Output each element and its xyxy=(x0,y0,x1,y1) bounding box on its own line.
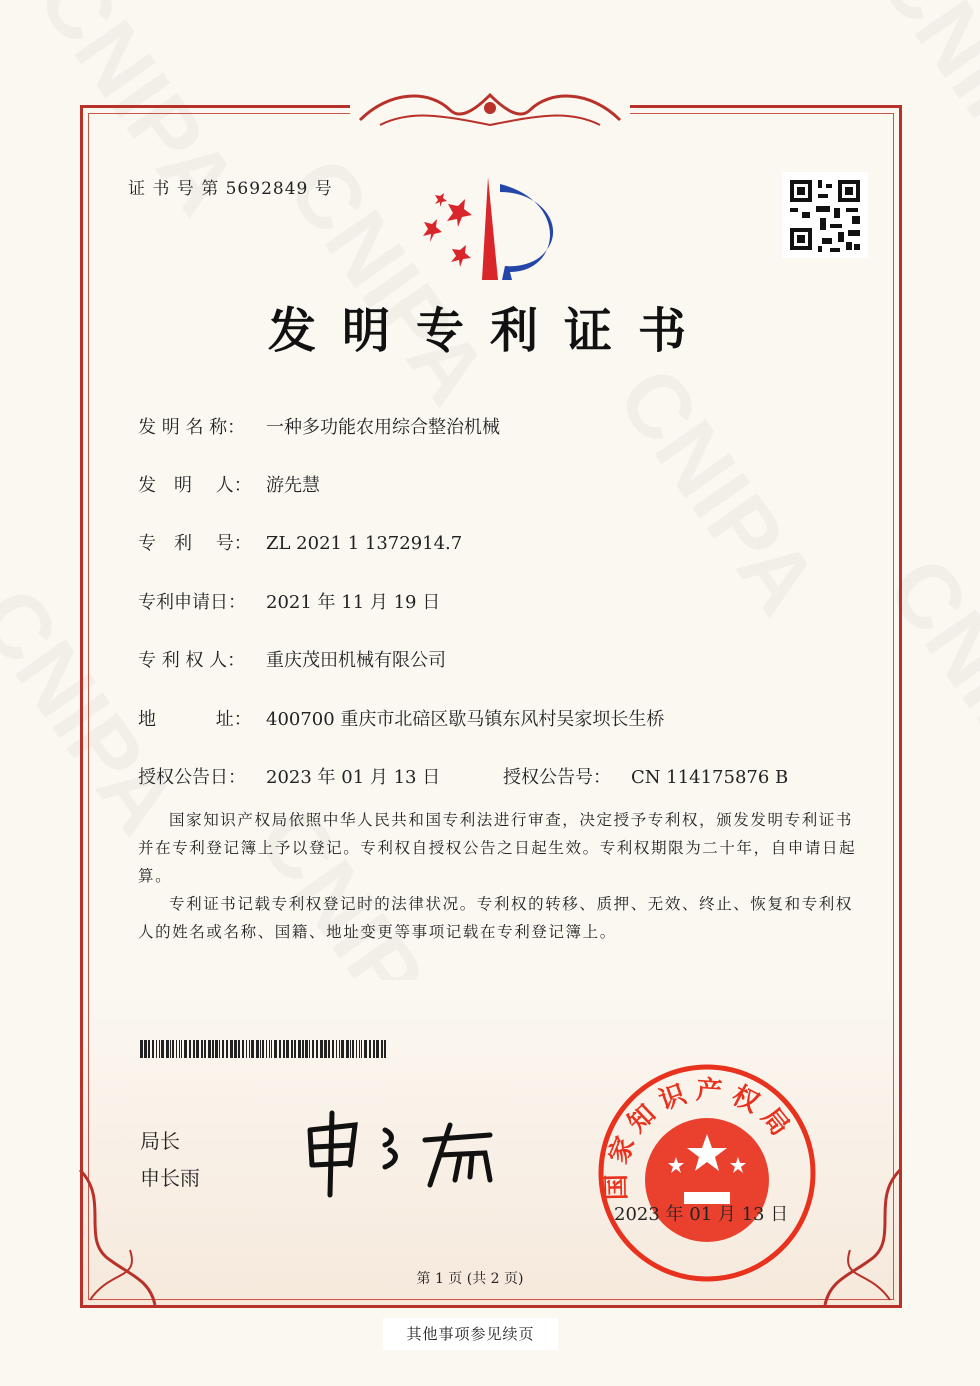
barcode-bar xyxy=(291,1040,293,1058)
barcode-bar xyxy=(336,1040,337,1058)
barcode-bar xyxy=(161,1040,164,1058)
barcode-bar xyxy=(312,1040,314,1058)
barcode-bar xyxy=(271,1040,272,1058)
barcode-bar xyxy=(305,1040,308,1058)
barcode-bar xyxy=(302,1040,304,1058)
barcode-bar xyxy=(356,1040,357,1058)
barcode-bar xyxy=(361,1040,362,1058)
barcode-bar xyxy=(369,1040,371,1058)
field-invention-name: 发 明 名 称： 一种多功能农用综合整治机械 xyxy=(138,417,500,438)
field-patent-number: 专 利 号： ZL 2021 1 1372914.7 xyxy=(138,533,463,554)
seal-text: 国家知识产权局 xyxy=(601,1075,800,1201)
barcode-bar xyxy=(226,1040,228,1058)
barcode-bar xyxy=(324,1040,327,1058)
barcode-bar xyxy=(341,1040,344,1058)
barcode-bar xyxy=(249,1040,250,1058)
barcode-bar xyxy=(234,1040,237,1058)
barcode-bar xyxy=(144,1040,147,1058)
barcode-bar xyxy=(140,1040,143,1058)
barcode-bar xyxy=(256,1040,259,1058)
barcode-bar xyxy=(381,1040,383,1058)
page-indicator: 第 1 页 (共 2 页) xyxy=(416,1271,524,1287)
barcode-bar xyxy=(339,1040,340,1058)
barcode-bar xyxy=(208,1040,211,1058)
barcode-bar xyxy=(246,1040,247,1058)
barcode-bar xyxy=(179,1040,180,1058)
barcode-bar xyxy=(274,1040,277,1058)
barcode-bar xyxy=(286,1040,289,1058)
barcode-bar xyxy=(176,1040,177,1058)
barcode-bar xyxy=(260,1040,261,1058)
barcode-bar xyxy=(298,1040,301,1058)
continuation-note: 其他事项参见续页 xyxy=(383,1318,558,1350)
barcode-bar xyxy=(156,1040,157,1058)
barcode-bar xyxy=(316,1040,318,1058)
statement-paragraph: 专利证书记载专利权登记时的法律状况。专利权的转移、质押、无效、终止、恢复和专利权人的姓名或名称、国籍、地址变更等事项记载在专利登记簿上。 xyxy=(138,895,854,941)
barcode-bar xyxy=(364,1040,367,1058)
barcode-bar xyxy=(148,1040,150,1058)
signatory-name: 申长雨 xyxy=(140,1166,200,1190)
barcode-bar xyxy=(184,1040,187,1058)
barcode-bar xyxy=(196,1040,199,1058)
barcode-bar xyxy=(328,1040,330,1058)
barcode-bar xyxy=(230,1040,233,1058)
barcode-bar xyxy=(359,1040,360,1058)
barcode-bar xyxy=(376,1040,379,1058)
barcode-bar xyxy=(269,1040,270,1058)
official-seal xyxy=(596,1062,818,1284)
qr-code xyxy=(782,172,868,258)
barcode-bar xyxy=(193,1040,195,1058)
barcode-bar xyxy=(332,1040,334,1058)
barcode-bar xyxy=(294,1040,296,1058)
barcode-bar xyxy=(222,1040,224,1058)
barcode xyxy=(140,1040,390,1058)
page-title: 发明专利证书 xyxy=(267,303,712,359)
barcode-bar xyxy=(373,1040,375,1058)
field-patentee: 专 利 权 人： 重庆茂田机械有限公司 xyxy=(138,650,446,671)
barcode-bar xyxy=(212,1040,214,1058)
barcode-bar xyxy=(346,1040,349,1058)
barcode-bar xyxy=(204,1040,206,1058)
field-address: 地 址： 400700 重庆市北碚区歇马镇东风村吴家坝长生桥 xyxy=(138,709,665,730)
field-application-date: 专利申请日： 2021 年 11 月 19 日 xyxy=(138,592,441,613)
field-publication-number: 授权公告号： CN 114175876 B xyxy=(503,767,789,788)
field-grant-date: 授权公告日： 2023 年 01 月 13 日 xyxy=(138,767,441,788)
barcode-bar xyxy=(350,1040,351,1058)
signature xyxy=(300,1105,510,1200)
barcode-bar xyxy=(279,1040,281,1058)
barcode-bar xyxy=(181,1040,182,1058)
barcode-bar xyxy=(262,1040,264,1058)
field-inventor: 发 明 人： 游先慧 xyxy=(138,475,320,496)
ornament-top xyxy=(350,80,630,135)
barcode-bar xyxy=(384,1040,386,1058)
barcode-bar xyxy=(309,1040,310,1058)
barcode-bar xyxy=(242,1040,244,1058)
seal-date: 2023 年 01 月 13 日 xyxy=(614,1204,789,1225)
barcode-bar xyxy=(170,1040,171,1058)
cnipa-logo xyxy=(420,172,565,284)
barcode-bar xyxy=(266,1040,267,1058)
barcode-bar xyxy=(172,1040,174,1058)
barcode-bar xyxy=(251,1040,254,1058)
barcode-bar xyxy=(159,1040,160,1058)
barcode-bar xyxy=(201,1040,203,1058)
certificate-number: 证 书 号 第 5692849 号 xyxy=(128,179,333,199)
barcode-bar xyxy=(215,1040,218,1058)
barcode-bar xyxy=(283,1040,285,1058)
barcode-bar xyxy=(352,1040,354,1058)
statement-paragraph: 国家知识产权局依照中华人民共和国专利法进行审查，决定授予专利权，颁发发明专利证书并在专利登记簿上予以登记。专利权自授权公告之日起生效。专利权期限为二十年，自申请日起算。 xyxy=(138,811,857,885)
barcode-bar xyxy=(238,1040,240,1058)
barcode-bar xyxy=(219,1040,220,1058)
certificate-statement xyxy=(138,806,868,946)
barcode-bar xyxy=(189,1040,191,1058)
barcode-bar xyxy=(152,1040,154,1058)
barcode-bar xyxy=(320,1040,323,1058)
barcode-bar xyxy=(166,1040,169,1058)
signatory-title: 局长 xyxy=(140,1129,180,1153)
